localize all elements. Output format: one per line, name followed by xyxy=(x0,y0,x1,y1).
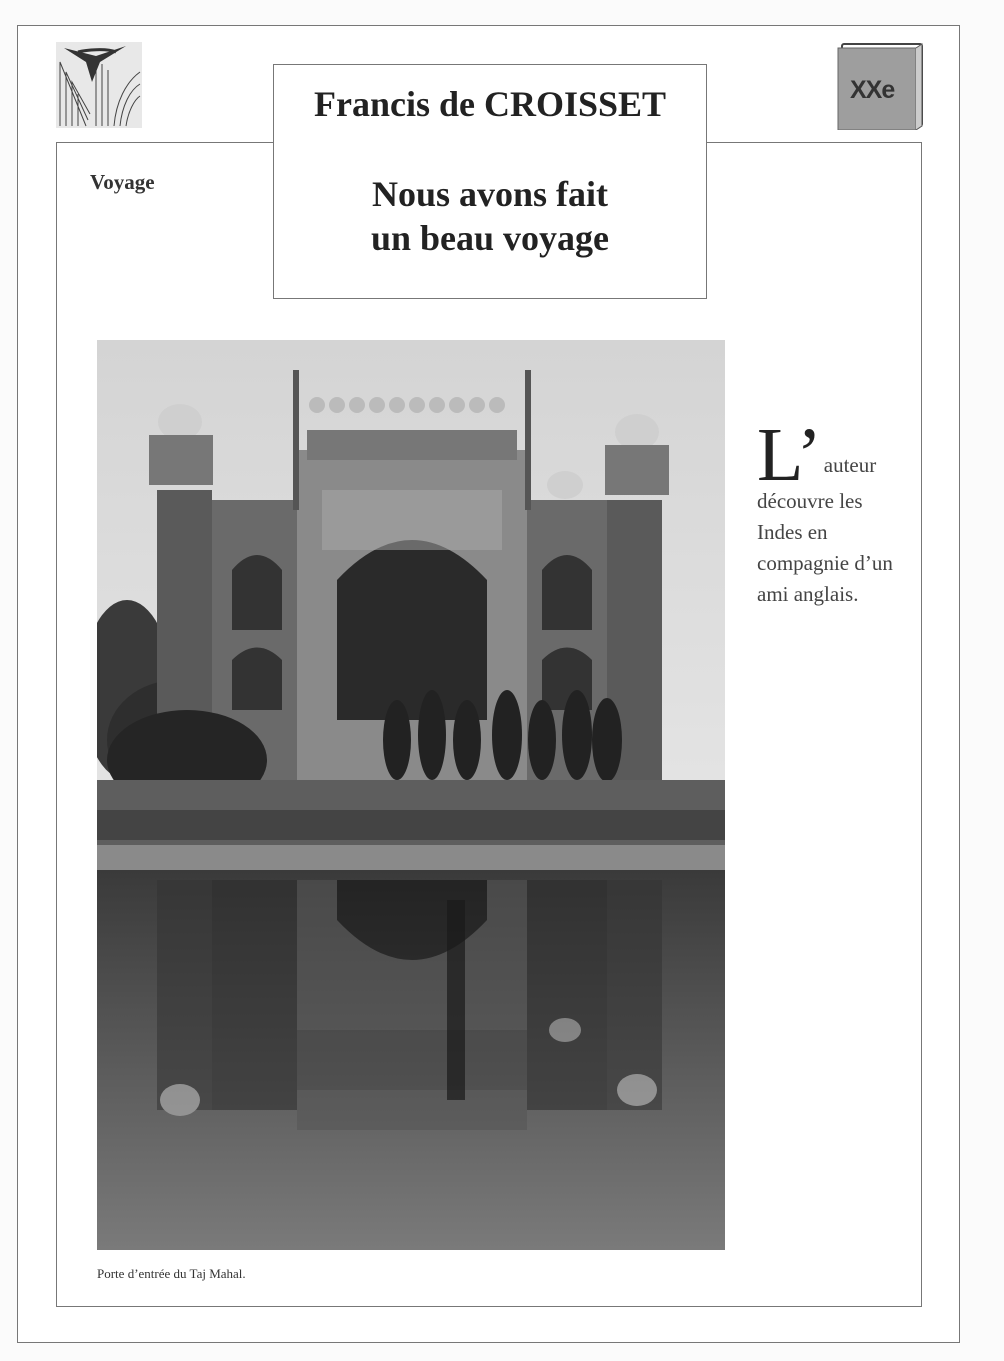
chapter-title xyxy=(371,172,609,268)
category-label: Voyage xyxy=(90,170,155,194)
intro-text: découvre les Indes en compagnie d’un ami anglais. xyxy=(757,489,893,606)
chapter-title-line2: un beau voyage xyxy=(370,218,610,258)
intro-first-word: auteur xyxy=(823,453,877,477)
title-box xyxy=(273,142,707,299)
publisher-logo-icon xyxy=(56,42,142,128)
author-box xyxy=(273,64,707,143)
chapter-title-line1: Nous avons fait xyxy=(371,174,609,214)
drop-cap: L’ xyxy=(757,413,822,497)
taj-mahal-gate-photo xyxy=(97,340,725,1250)
author-name: Francis de CROISSET xyxy=(313,83,667,124)
century-label: XXe xyxy=(850,76,895,104)
century-badge xyxy=(836,42,924,130)
intro-paragraph xyxy=(757,413,897,610)
photo-caption: Porte d’entrée du Taj Mahal. xyxy=(97,1266,246,1281)
